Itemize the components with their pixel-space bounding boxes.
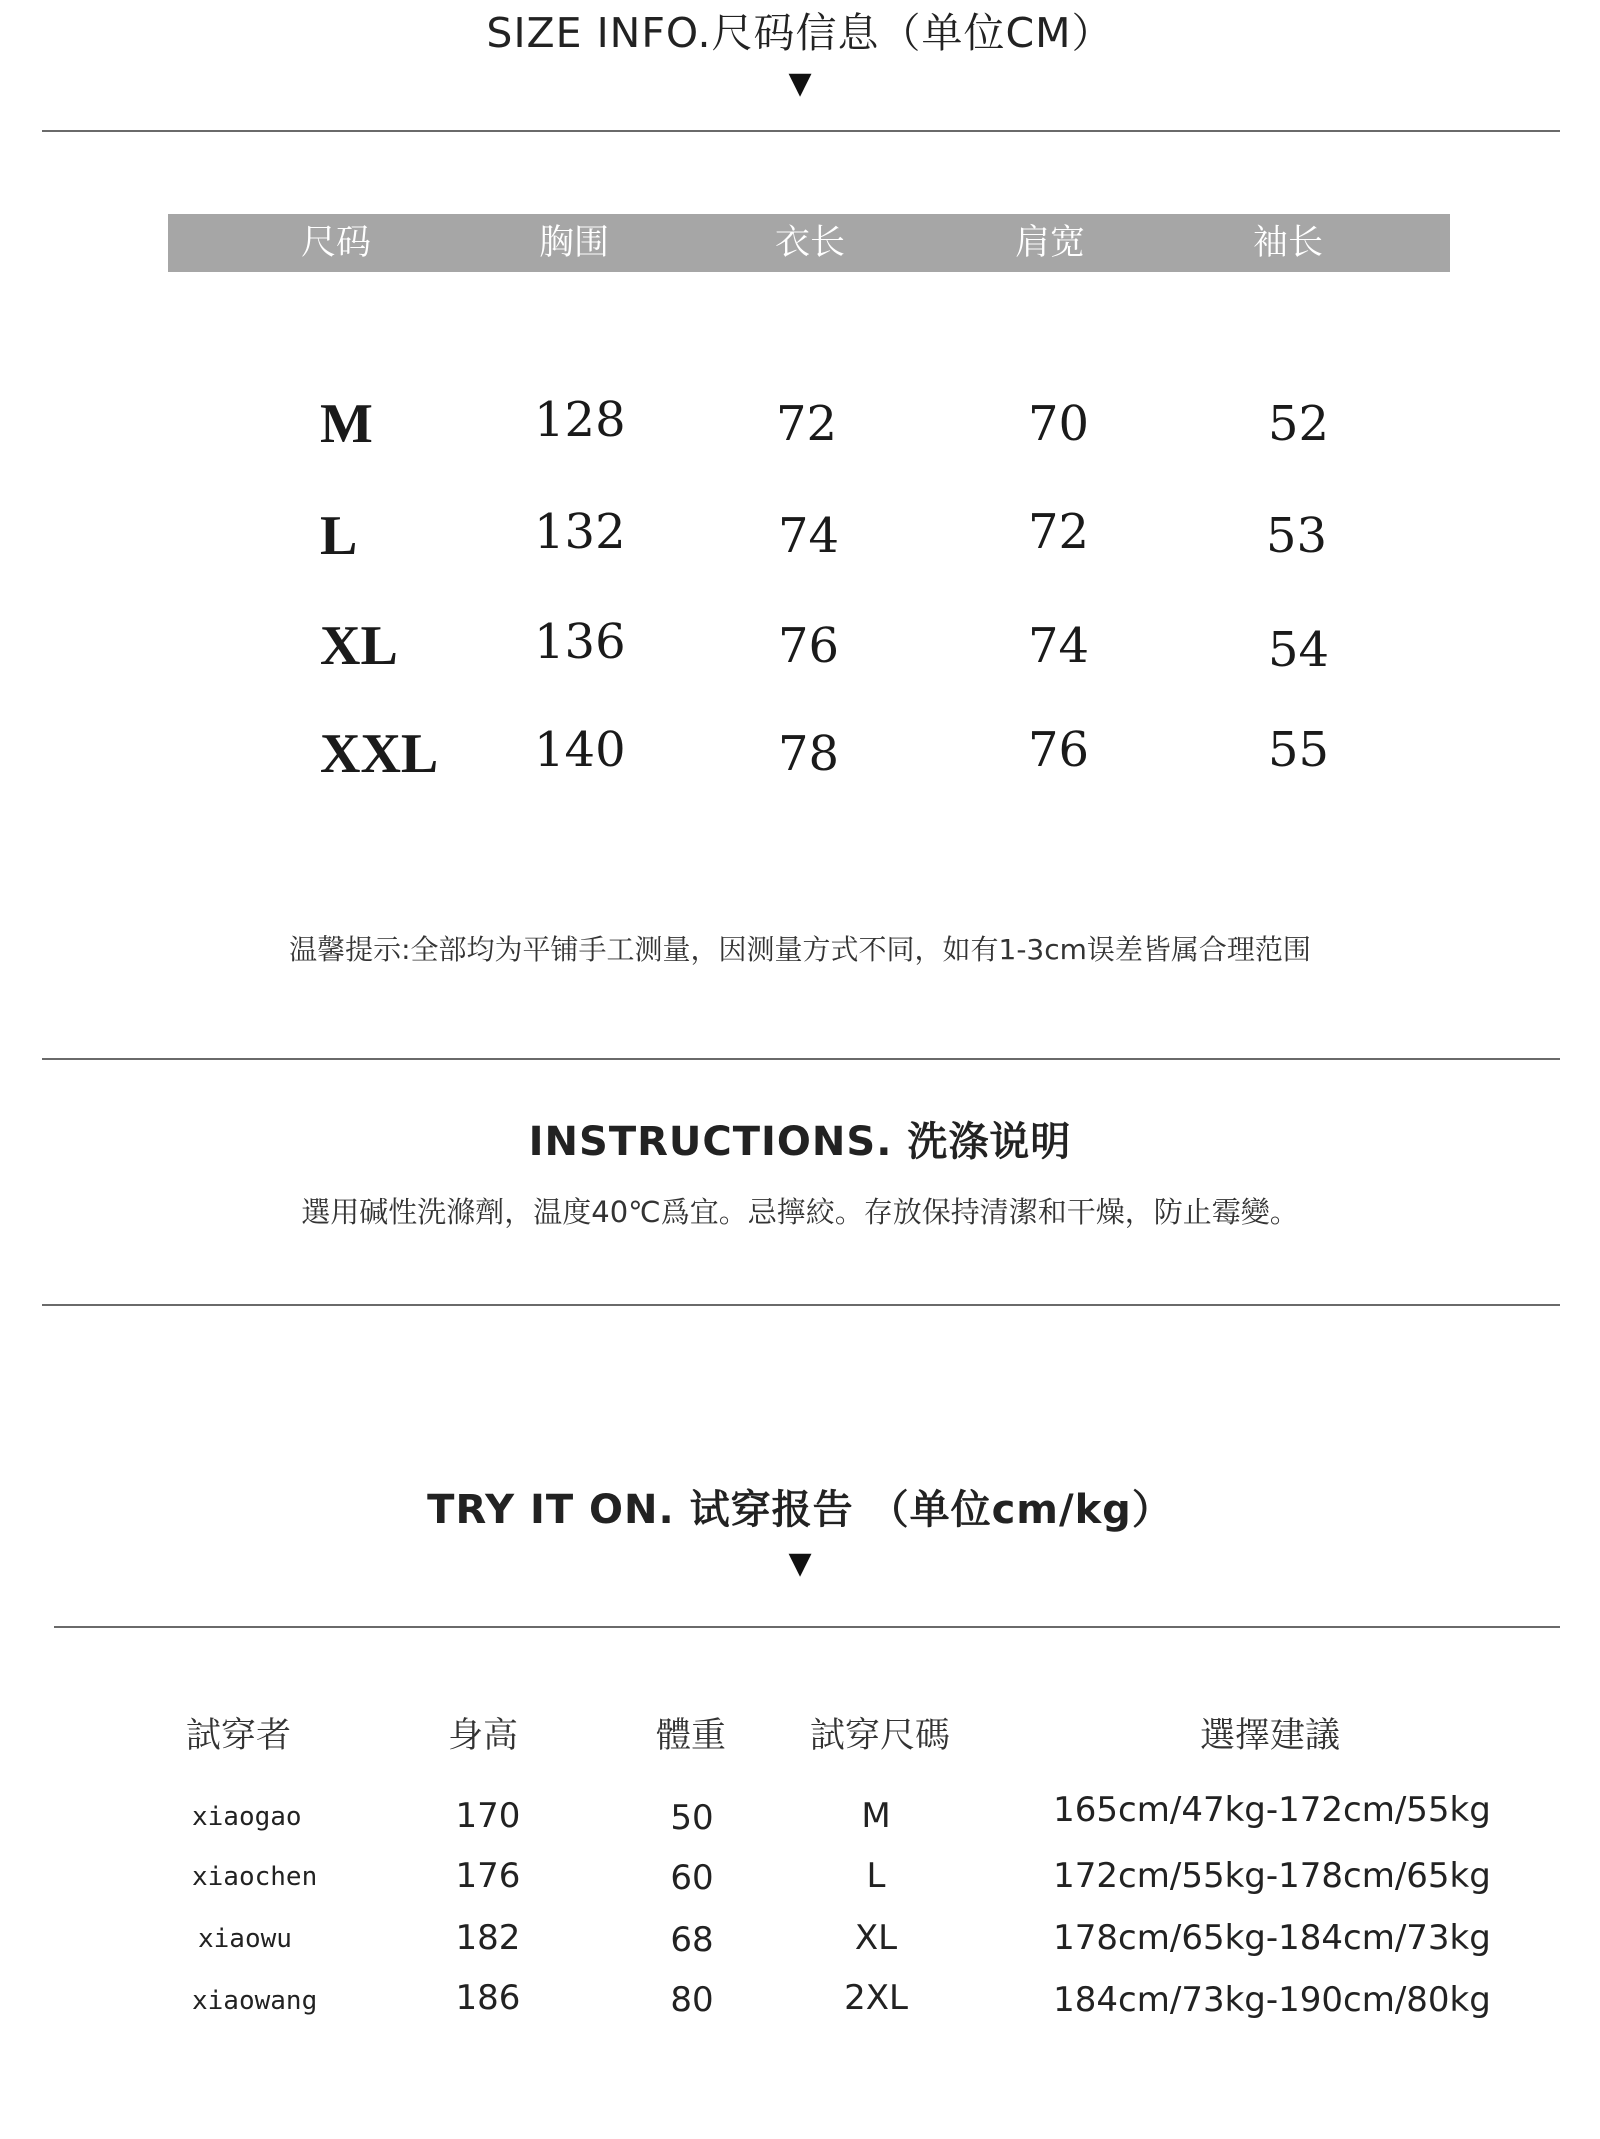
size-cell: 72 <box>1028 504 1090 560</box>
header-weight: 體重 <box>656 1716 727 1756</box>
try-on-title: TRY IT ON. 试穿报告 （单位cm/kg） <box>427 1487 1173 1533</box>
tester-size: XL <box>854 1918 898 1958</box>
header-shoulder: 肩宽 <box>1014 223 1085 263</box>
instructions-title: INSTRUCTIONS. 洗涤说明 <box>528 1119 1072 1165</box>
tester-weight: 60 <box>670 1858 714 1898</box>
size-cell: 132 <box>534 504 626 560</box>
tester-size: M <box>861 1796 891 1836</box>
header-length: 衣长 <box>774 223 845 263</box>
recommended-range: 165cm/47kg-172cm/55kg <box>1053 1790 1491 1830</box>
divider <box>42 130 1560 132</box>
divider <box>54 1626 1560 1628</box>
tester-height: 182 <box>455 1918 521 1958</box>
size-row-label: M <box>320 393 373 455</box>
tester-name: xiaowang <box>192 1986 318 2016</box>
divider <box>42 1058 1560 1060</box>
tester-size: L <box>866 1856 886 1896</box>
size-cell: 76 <box>778 618 840 674</box>
size-cell: 128 <box>534 392 626 448</box>
header-recommendation: 選擇建議 <box>1200 1716 1341 1756</box>
size-cell: 72 <box>776 396 838 452</box>
header-height: 身高 <box>448 1716 519 1756</box>
tester-height: 186 <box>455 1978 521 2018</box>
size-row-label: XXL <box>320 723 439 785</box>
header-size: 尺码 <box>300 223 371 263</box>
size-table-header <box>168 214 1450 272</box>
measurement-tip: 温馨提示:全部均为平铺手工测量，因测量方式不同，如有1-3cm误差皆属合理范围 <box>289 933 1311 966</box>
tester-weight: 50 <box>670 1798 714 1838</box>
size-cell: 55 <box>1268 722 1330 778</box>
header-tester: 試穿者 <box>186 1716 292 1756</box>
tester-height: 176 <box>455 1856 521 1896</box>
size-row-label: XL <box>320 615 398 677</box>
tester-weight: 80 <box>670 1980 714 2020</box>
header-tried-size: 試穿尺碼 <box>810 1716 951 1756</box>
size-cell: 78 <box>778 726 840 782</box>
size-cell: 74 <box>778 508 840 564</box>
header-chest: 胸围 <box>538 223 609 263</box>
size-cell: 76 <box>1028 722 1090 778</box>
tester-name: xiaowu <box>198 1924 292 1954</box>
recommended-range: 178cm/65kg-184cm/73kg <box>1053 1918 1491 1958</box>
size-cell: 140 <box>534 722 626 778</box>
size-cell: 74 <box>1028 618 1090 674</box>
tester-size: 2XL <box>844 1978 908 2018</box>
recommended-range: 184cm/73kg-190cm/80kg <box>1053 1980 1491 2020</box>
size-cell: 136 <box>534 614 626 670</box>
tester-height: 170 <box>455 1796 521 1836</box>
divider <box>42 1304 1560 1306</box>
recommended-range: 172cm/55kg-178cm/65kg <box>1053 1856 1491 1896</box>
size-cell: 54 <box>1268 622 1330 678</box>
header-sleeve: 袖长 <box>1252 223 1323 263</box>
tester-weight: 68 <box>670 1920 714 1960</box>
size-cell: 70 <box>1028 396 1090 452</box>
size-info-title: SIZE INFO.尺码信息（单位CM） <box>486 9 1114 57</box>
washing-instructions: 選用碱性洗滌劑，温度40℃爲宜。忌擰絞。存放保持清潔和干燥，防止霉變。 <box>301 1195 1299 1229</box>
tester-name: xiaochen <box>192 1862 318 1892</box>
size-cell: 52 <box>1268 396 1330 452</box>
down-arrow-icon: ▼ <box>788 66 812 101</box>
down-arrow-icon: ▼ <box>788 1546 812 1581</box>
size-row-label: L <box>320 505 358 567</box>
size-cell: 53 <box>1266 508 1328 564</box>
tester-name: xiaogao <box>192 1802 302 1832</box>
